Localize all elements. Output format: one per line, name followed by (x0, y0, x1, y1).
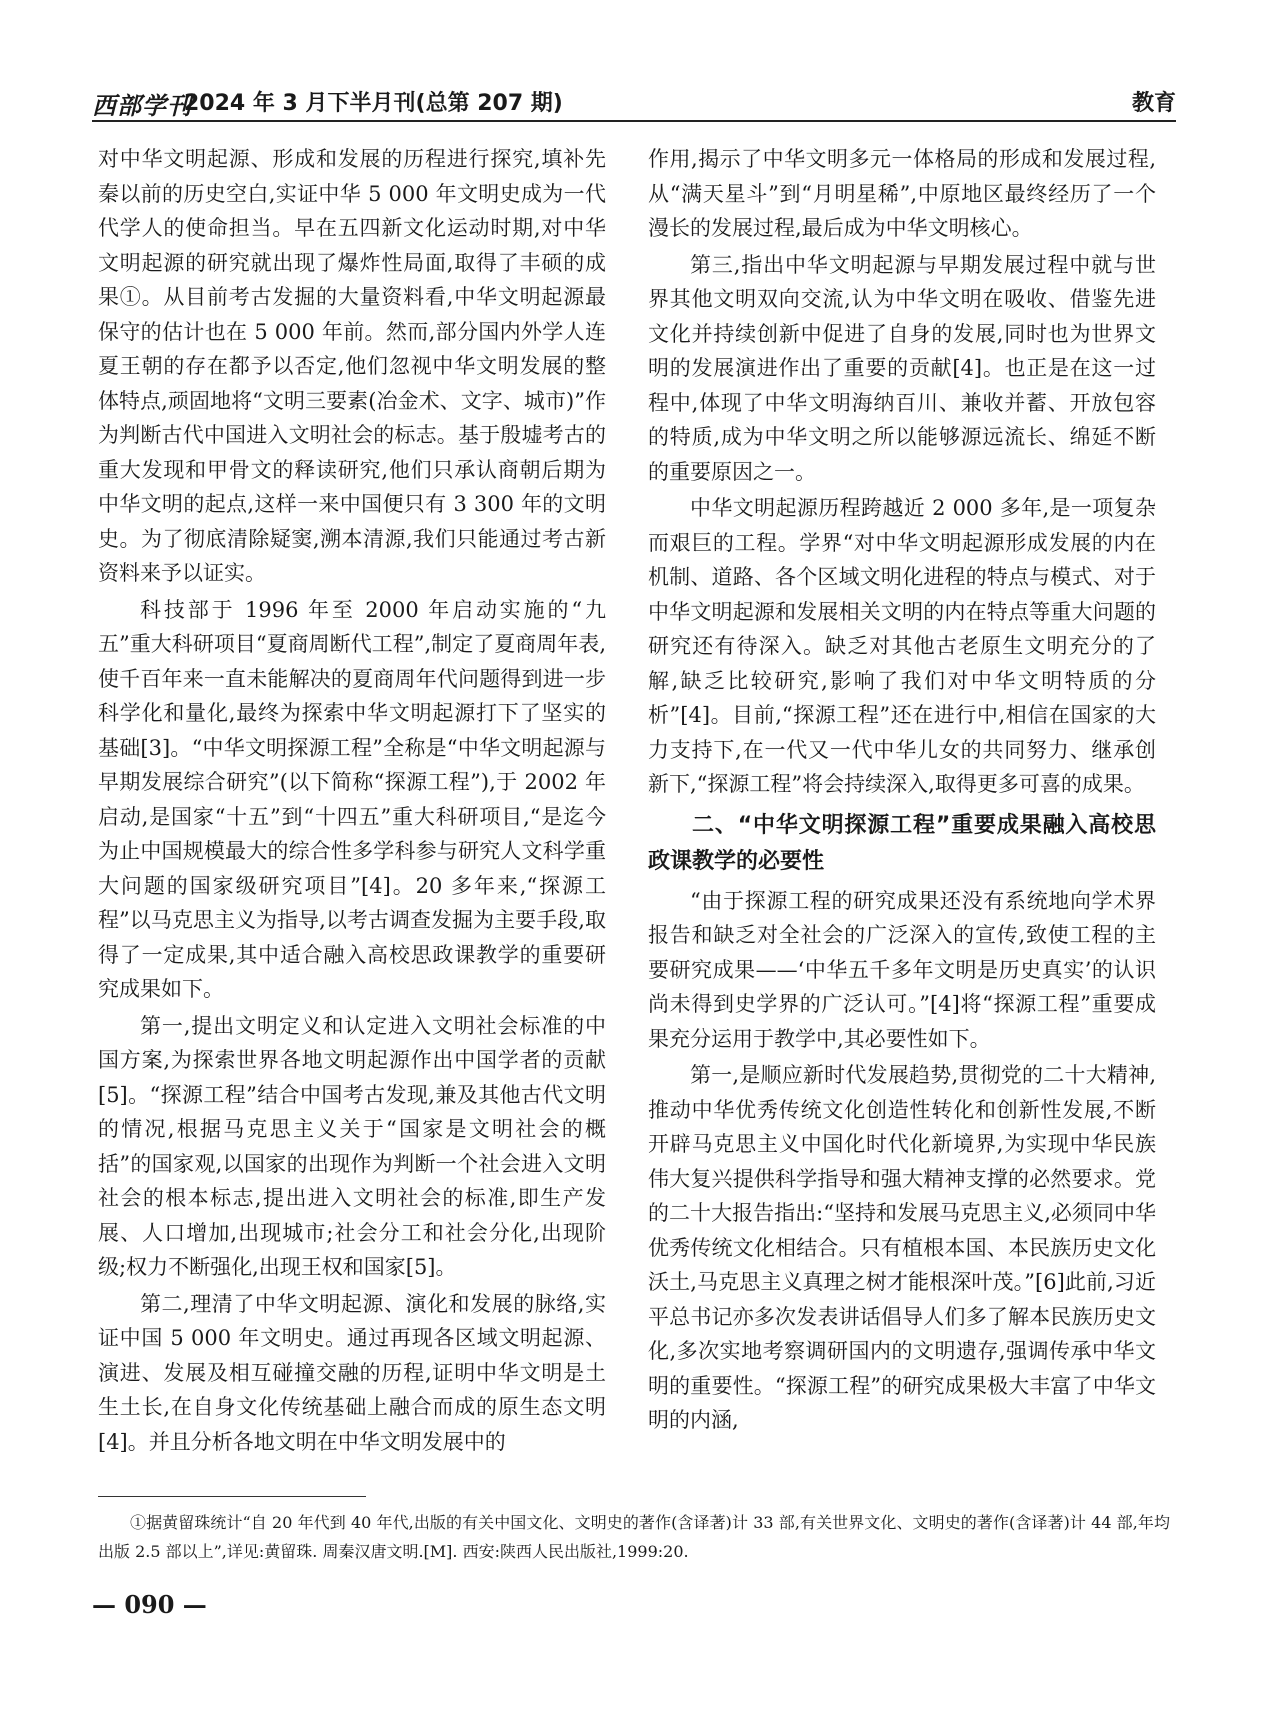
paragraph: 作用,揭示了中华文明多元一体格局的形成和发展过程,从“满天星斗”到“月明星稀”,中原地区最终经历了一个漫长的发展过程,最后成为中华文明核心。 (648, 147, 1156, 240)
page-number: — 090 — (92, 1590, 207, 1619)
left-column (98, 142, 606, 1461)
section-heading: 二、“中华文明探源工程”重要成果融入高校思政课教学的必要性 (648, 812, 1156, 874)
right-column (648, 142, 1156, 1440)
footnote: ①据黄留珠统计“自 20 年代到 40 年代,出版的有关中国文化、文明史的著作(含译著)计 33 部,有关世界文化、文明史的著作(含译著)计 44 部,年均出版 2.5 部以上”,详见:黄留珠. 周秦汉唐文明.[M]. 西安:陕西人民出版社,1999:20. (98, 1513, 1170, 1561)
header-rule (92, 120, 1176, 122)
paragraph: 第一,是顺应新时代发展趋势,贯彻党的二十大精神,推动中华优秀传统文化创造性转化和创新性发展,不断开辟马克思主义中国化时代化新境界,为实现中华民族伟大复兴提供科学指导和强大精神支撑的必然要求。党的二十大报告指出:“坚持和发展马克思主义,必须同中华优秀传统文化相结合。只有植根本国、本民族历史文化沃土,马克思主义真理之树才能根深叶茂。”[6]此前,习近平总书记亦多次发表讲话倡导人们多了解本民族历史文化,多次实地考察调研国内的文明遗存,强调传承中华文明的重要性。“探源工程”的研究成果极大丰富了中华文明的内涵, (648, 1063, 1156, 1432)
footnote-rule (98, 1496, 366, 1497)
paragraph: 科技部于 1996 年至 2000 年启动实施的“九五”重大科研项目“夏商周断代工程”,制定了夏商周年表,使千百年来一直未能解决的夏商周年代问题得到进一步科学化和量化,最终为探索中华文明起源打下了坚实的基础[3]。“中华文明探源工程”全称是“中华文明起源与早期发展综合研究”(以下简称“探源工程”),于 2002 年启动,是国家“十五”到“十四五”重大科研项目,“是迄今为止中国规模最大的综合性多学科参与研究人文科学重大问题的国家级研究项目”[4]。20 多年来,“探源工程”以马克思主义为指导,以考古调查发掘为主要手段,取得了一定成果,其中适合融入高校思政课教学的重要研究成果如下。 (98, 597, 606, 1001)
section-label: 教育 (1131, 91, 1176, 116)
paragraph: 对中华文明起源、形成和发展的历程进行探究,填补先秦以前的历史空白,实证中华 5 000 年文明史成为一代代学人的使命担当。早在五四新文化运动时期,对中华文明起源的研究就出现了爆炸性局面,取得了丰硕的成果①。从目前考古发掘的大量资料看,中华文明起源最保守的估计也在 5 000 年前。然而,部分国内外学人连夏王朝的存在都予以否定,他们忽视中华文明发展的整体特点,顽固地将“文明三要素(冶金术、文字、城市)”作为判断古代中国进入文明社会的标志。基于殷墟考古的重大发现和甲骨文的释读研究,他们只承认商朝后期为中华文明的起点,这样一来中国便只有 3 300 年的文明史。为了彻底清除疑窦,溯本清源,我们只能通过考古新资料来予以证实。 (98, 147, 606, 585)
issue-info: 2024 年 3 月下半月刊(总第 207 期) (184, 91, 563, 116)
running-header (92, 82, 1176, 118)
paragraph: 第一,提出文明定义和认定进入文明社会标准的中国方案,为探索世界各地文明起源作出中国学者的贡献[5]。“探源工程”结合中国考古发现,兼及其他古代文明的情况,根据马克思主义关于“国家是文明社会的概括”的国家观,以国家的出现作为判断一个社会进入文明社会的根本标志,提出进入文明社会的标准,即生产发展、人口增加,出现城市;社会分工和社会分化,出现阶级;权力不断强化,出现王权和国家[5]。 (98, 1013, 606, 1279)
paragraph: 第三,指出中华文明起源与早期发展过程中就与世界其他文明双向交流,认为中华文明在吸收、借鉴先进文化并持续创新中促进了自身的发展,同时也为世界文明的发展演进作出了重要的贡献[4]。也正是在这一过程中,体现了中华文明海纳百川、兼收并蓄、开放包容的特质,成为中华文明之所以能够源远流长、绵延不断的重要原因之一。 (648, 252, 1156, 484)
journal-logo: 西部学刊 (92, 91, 192, 120)
paragraph: 中华文明起源历程跨越近 2 000 多年,是一项复杂而艰巨的工程。学界“对中华文明起源形成发展的内在机制、道路、各个区域文明化进程的特点与模式、对于中华文明起源和发展相关文明的内在特点等重大问题的研究还有待深入。缺乏对其他古老原生文明充分的了解,缺乏比较研究,影响了我们对中华文明特质的分析”[4]。目前,“探源工程”还在进行中,相信在国家的大力支持下,在一代又一代中华儿女的共同努力、继承创新下,“探源工程”将会持续深入,取得更多可喜的成果。 (648, 496, 1156, 796)
paragraph: “由于探源工程的研究成果还没有系统地向学术界报告和缺乏对全社会的广泛深入的宣传,致使工程的主要研究成果——‘中华五千多年文明是历史真实’的认识尚未得到史学界的广泛认可。”[4]将“探源工程”重要成果充分运用于教学中,其必要性如下。 (648, 888, 1156, 1051)
paragraph: 第二,理清了中华文明起源、演化和发展的脉络,实证中国 5 000 年文明史。通过再现各区域文明起源、演进、发展及相互碰撞交融的历程,证明中华文明是土生土长,在自身文化传统基础上融合而成的原生态文明[4]。并且分析各地文明在中华文明发展中的 (98, 1291, 606, 1454)
